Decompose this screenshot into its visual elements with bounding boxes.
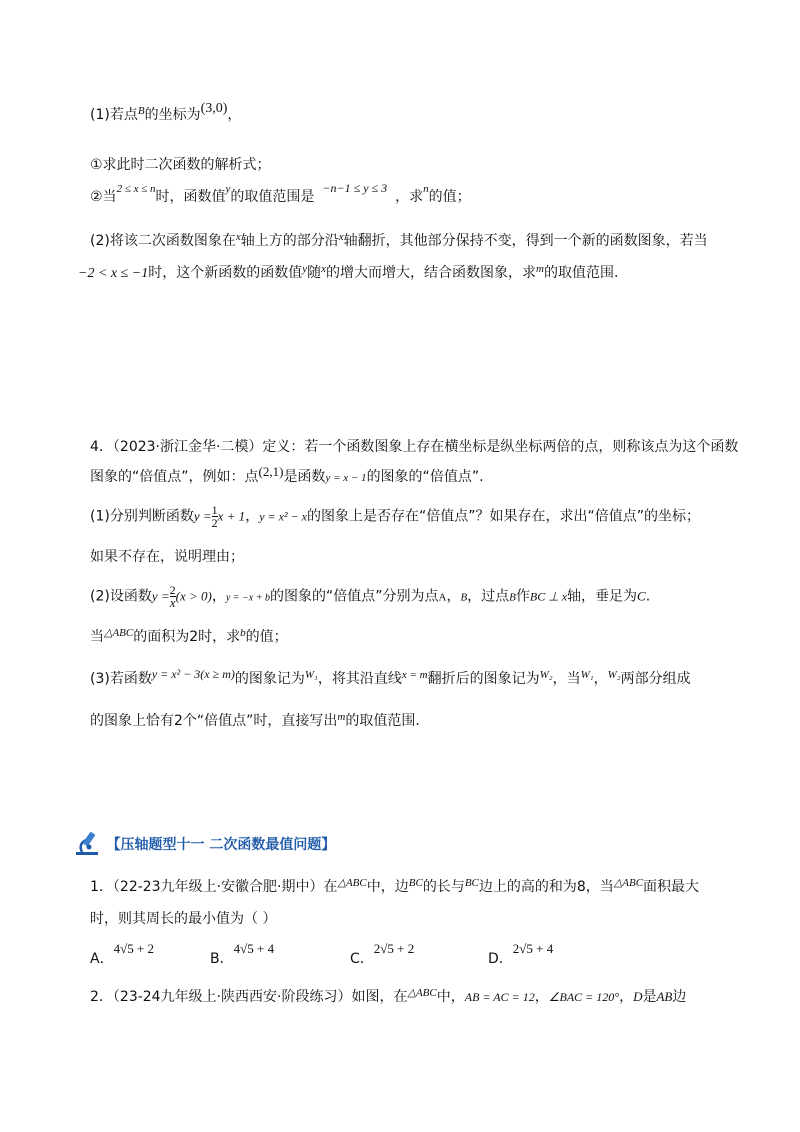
q4-line6 <box>90 626 720 646</box>
text: 4．（2023·浙江金华·二模）定义：若一个函数图象上存在横坐标是纵坐标两倍的点，则称该点为这个函数 <box>90 439 739 455</box>
text: (1)若点 <box>90 107 138 123</box>
text: 如果不存在，说明理由； <box>90 549 244 565</box>
text: (2)将该二次函数图象在 <box>90 233 236 249</box>
text: 的值； <box>245 629 288 645</box>
text: 的取值范围是 <box>230 189 315 205</box>
text: 时，这个新函数的函数值 <box>148 265 303 281</box>
q2-line1 <box>90 986 720 1006</box>
math-angle: ∠BAC = 120° <box>548 990 620 1004</box>
text: 作 <box>515 588 530 605</box>
math-relation: BC ⊥ x <box>529 589 568 604</box>
option-d[interactable] <box>488 938 554 967</box>
text: 中， <box>436 989 465 1005</box>
math-function: (x > 0) <box>175 588 212 604</box>
text: 两部分组成 <box>620 671 691 687</box>
math-var: A <box>438 591 447 604</box>
text: 随 <box>307 265 322 281</box>
text: 是函数 <box>283 469 326 485</box>
text: 是 <box>642 989 657 1005</box>
text: 的图象记为 <box>234 671 305 687</box>
text: ，求 <box>395 189 424 205</box>
text: (2)设函数 <box>90 588 152 605</box>
text: 轴，垂足为 <box>567 588 638 605</box>
option-value: 4√5 + 2 <box>113 941 155 956</box>
fraction-numerator: 1 <box>211 503 218 517</box>
q4-line1 <box>90 436 739 456</box>
math-triangle: △ABC <box>104 627 134 639</box>
text: 的值； <box>428 189 471 205</box>
math-coord: (3,0) <box>200 101 228 116</box>
text: 的坐标为 <box>144 107 201 123</box>
text: ②当 <box>90 189 117 205</box>
text: 轴上方的部分沿 <box>240 233 339 249</box>
math-var: W₁ <box>304 669 318 681</box>
text: 的面积为2时，求 <box>133 629 241 645</box>
math-range: 2 ≤ x ≤ n <box>116 183 156 195</box>
q3-sub2 <box>90 181 720 206</box>
math-triangle: △ABC <box>407 987 437 999</box>
text: 的取值范围. <box>543 265 619 281</box>
text: 的增大而增大，结合函数图象，求 <box>326 265 537 281</box>
text: 的长与 <box>422 879 465 895</box>
math-function: y = x² − 3(x ≥ m) <box>151 667 235 681</box>
microscope-icon <box>74 830 102 860</box>
math-var: C <box>637 588 646 604</box>
q4-line7 <box>90 668 720 688</box>
text: ①求此时二次函数的解析式； <box>90 157 271 173</box>
text: ， <box>211 588 226 605</box>
math-triangle: △ABC <box>337 877 367 889</box>
math-var: x <box>338 231 344 243</box>
math-var: n <box>423 183 429 195</box>
text: ， <box>446 588 461 605</box>
text: 的图象的“倍值点”. <box>366 469 484 485</box>
text: (3)若函数 <box>90 671 152 687</box>
q4-line4 <box>90 546 720 566</box>
q4-line3 <box>90 504 720 529</box>
math-function: y = <box>151 588 170 604</box>
math-range: −n−1 ≤ y ≤ 3 <box>322 181 388 195</box>
q3-part2-line2 <box>78 262 720 282</box>
option-b[interactable] <box>210 938 275 967</box>
math-function: x + 1 <box>217 508 246 524</box>
q1-line2 <box>90 908 720 928</box>
text: 2．（23-24九年级上·陕西西安·阶段练习）如图，在 <box>90 989 408 1005</box>
math-var: B <box>137 105 145 117</box>
text: ，过点 <box>467 588 510 605</box>
text: ， <box>227 107 242 123</box>
text: ，当 <box>552 671 581 687</box>
text: 的图象上恰有2个“倍值点”时，直接写出 <box>90 713 338 729</box>
text: 时，函数值 <box>155 189 226 205</box>
option-label: D． <box>488 951 513 967</box>
q1-line1 <box>90 876 720 896</box>
text: 的图象的“倍值点”分别为点 <box>269 588 439 605</box>
option-label: B． <box>210 951 234 967</box>
math-var: W₁ <box>580 669 594 681</box>
math-var: m <box>337 711 346 723</box>
q1-options <box>90 938 730 968</box>
text: 时，则其周长的最小值为（ ） <box>90 911 277 927</box>
math-var: AB <box>656 989 673 1004</box>
text: ，将其沿直线 <box>317 671 402 687</box>
math-function: y = x² − x <box>259 509 307 524</box>
math-triangle: △ABC <box>613 877 644 889</box>
text: ， <box>619 989 634 1005</box>
text: 轴翻折，其他部分保持不变，得到一个新的函数图象，若当 <box>343 233 708 249</box>
math-var: x <box>321 263 327 275</box>
text: . <box>645 588 651 605</box>
text: 图象的“倍值点”，例如：点 <box>90 469 259 485</box>
math-var: BC <box>408 877 423 889</box>
math-var: y <box>302 263 308 275</box>
text: 中，边 <box>366 879 409 895</box>
text: 的取值范围. <box>345 713 420 729</box>
fraction-denominator: x <box>169 595 176 610</box>
option-value: 2√5 + 2 <box>373 941 415 956</box>
text: ， <box>534 989 549 1005</box>
text: 当 <box>90 629 104 645</box>
q4-line5 <box>90 584 720 609</box>
q3-part1-line <box>90 101 720 124</box>
q4-line2 <box>90 466 720 486</box>
math-var: B <box>460 591 468 604</box>
text: ， <box>245 508 260 525</box>
math-coord: (2,1) <box>258 464 284 479</box>
math-function: y = −x + b <box>225 592 270 604</box>
math-function: y = x − 1 <box>325 472 367 484</box>
text: 翻折后的图象记为 <box>427 671 540 687</box>
q4-line8 <box>90 710 720 730</box>
text: 边上的高的和为8，当 <box>478 879 614 895</box>
math-range: −2 < x ≤ −1 <box>78 266 149 281</box>
math-var: B <box>509 591 516 604</box>
math-equation: AB = AC = 12 <box>464 990 535 1004</box>
text: 面积最大 <box>643 879 700 895</box>
q3-sub1 <box>90 154 720 174</box>
q3-part2-line1 <box>90 230 720 250</box>
text: 的图象上是否存在“倍值点”？如果存在，求出“倍值点”的坐标； <box>306 508 700 525</box>
text: 1．（22-23九年级上·安徽合肥·期中）在 <box>90 879 338 895</box>
text: (1)分别判断函数 <box>90 508 194 525</box>
fraction-denominator: 2 <box>211 516 218 530</box>
math-var: BC <box>464 877 479 889</box>
math-var: y <box>225 183 231 195</box>
option-value: 4√5 + 4 <box>233 941 275 956</box>
option-a[interactable] <box>90 938 155 967</box>
math-var: b <box>240 627 246 639</box>
math-var: x <box>235 231 241 243</box>
math-var: m <box>536 263 544 275</box>
option-label: A． <box>90 951 114 967</box>
text: ， <box>593 671 608 687</box>
option-c[interactable] <box>350 938 415 967</box>
math-var: W₂ <box>539 669 553 681</box>
text: 边 <box>672 989 687 1005</box>
math-equation: x = m <box>401 669 428 681</box>
math-var: W₂ <box>607 669 621 681</box>
section-title: 【压轴题型十一 二次函数最值问题】 <box>106 837 336 853</box>
math-var: D <box>633 989 643 1004</box>
option-value: 2√5 + 4 <box>512 941 554 956</box>
option-label: C． <box>350 951 374 967</box>
section-heading <box>74 830 720 860</box>
math-function: y = <box>193 508 212 524</box>
fraction-numerator: 2 <box>169 583 176 597</box>
